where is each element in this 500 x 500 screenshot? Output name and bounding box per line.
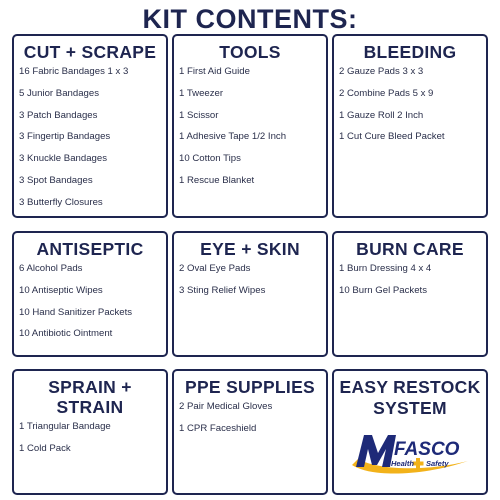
panel-heading: BURN CARE — [356, 239, 464, 259]
list-item: 10 Antibiotic Ointment — [19, 328, 113, 340]
panel-bleeding — [332, 34, 488, 218]
item-list — [14, 66, 166, 208]
panel-antiseptic — [12, 231, 168, 357]
logo-tagline-left: Health — [391, 459, 414, 468]
list-item: 3 Spot Bandages — [19, 174, 93, 186]
list-item: 2 Combine Pads 5 x 9 — [339, 87, 434, 99]
list-item: 10 Hand Sanitizer Packets — [19, 306, 133, 318]
item-list — [14, 263, 166, 339]
page-title: KIT CONTENTS: — [142, 4, 358, 34]
list-item: 10 Burn Gel Packets — [339, 284, 427, 296]
list-item: 5 Junior Bandages — [19, 87, 100, 99]
restock-heading-line1: EASY RESTOCK — [339, 377, 481, 397]
panel-heading: ANTISEPTIC — [36, 239, 144, 259]
mfasco-logo — [350, 431, 474, 477]
list-item: 3 Knuckle Bandages — [19, 153, 108, 165]
panel-tools — [172, 34, 328, 218]
list-item: 1 First Aid Guide — [179, 66, 250, 77]
item-list — [174, 263, 326, 296]
list-item: 1 Burn Dressing 4 x 4 — [339, 263, 432, 274]
list-item: 3 Sting Relief Wipes — [179, 284, 266, 296]
logo-tagline-right: Safety — [426, 459, 449, 468]
logo-wordmark: FASCO — [394, 439, 460, 460]
list-item: 10 Cotton Tips — [179, 153, 241, 165]
list-item: 1 Cold Pack — [19, 442, 71, 454]
list-item: 16 Fabric Bandages 1 x 3 — [19, 66, 129, 77]
panel-easy-restock — [332, 369, 488, 495]
list-item: 1 Triangular Bandage — [19, 421, 111, 432]
list-item: 2 Oval Eye Pads — [179, 263, 251, 274]
list-item: 2 Pair Medical Gloves — [179, 401, 273, 412]
list-item: 3 Fingertip Bandages — [19, 131, 111, 143]
restock-heading — [334, 371, 486, 419]
panel-heading: BLEEDING — [363, 42, 457, 62]
list-item: 1 Gauze Roll 2 Inch — [339, 109, 424, 121]
item-list — [14, 421, 166, 454]
panel-eye-skin — [172, 231, 328, 357]
item-list — [334, 66, 486, 142]
item-list — [174, 66, 326, 186]
panel-cut-scrape — [12, 34, 168, 218]
list-item: 1 Tweezer — [179, 87, 224, 99]
panel-heading: CUT + SCRAPE — [23, 42, 157, 62]
panel-heading: PPE SUPPLIES — [184, 377, 316, 397]
panel-heading: EYE + SKIN — [200, 239, 300, 259]
restock-heading-line2: SYSTEM — [373, 398, 447, 418]
panel-ppe-supplies — [172, 369, 328, 495]
list-item: 3 Butterfly Closures — [19, 196, 103, 208]
list-item: 1 Rescue Blanket — [179, 174, 255, 186]
list-item: 1 Scissor — [179, 109, 219, 121]
panel-sprain-strain — [12, 369, 168, 495]
panel-heading: SPRAIN + STRAIN — [48, 377, 132, 417]
list-item: 1 CPR Faceshield — [179, 422, 257, 434]
list-item: 2 Gauze Pads 3 x 3 — [339, 66, 424, 77]
list-item: 6 Alcohol Pads — [19, 263, 83, 274]
item-list — [174, 401, 326, 434]
list-item: 3 Patch Bandages — [19, 109, 98, 121]
item-list — [334, 263, 486, 296]
panel-burn-care — [332, 231, 488, 357]
panel-heading: TOOLS — [219, 42, 281, 62]
list-item: 10 Antiseptic Wipes — [19, 284, 103, 296]
list-item: 1 Cut Cure Bleed Packet — [339, 131, 445, 143]
list-item: 1 Adhesive Tape 1/2 Inch — [179, 131, 287, 143]
logo-graphic — [350, 431, 474, 477]
